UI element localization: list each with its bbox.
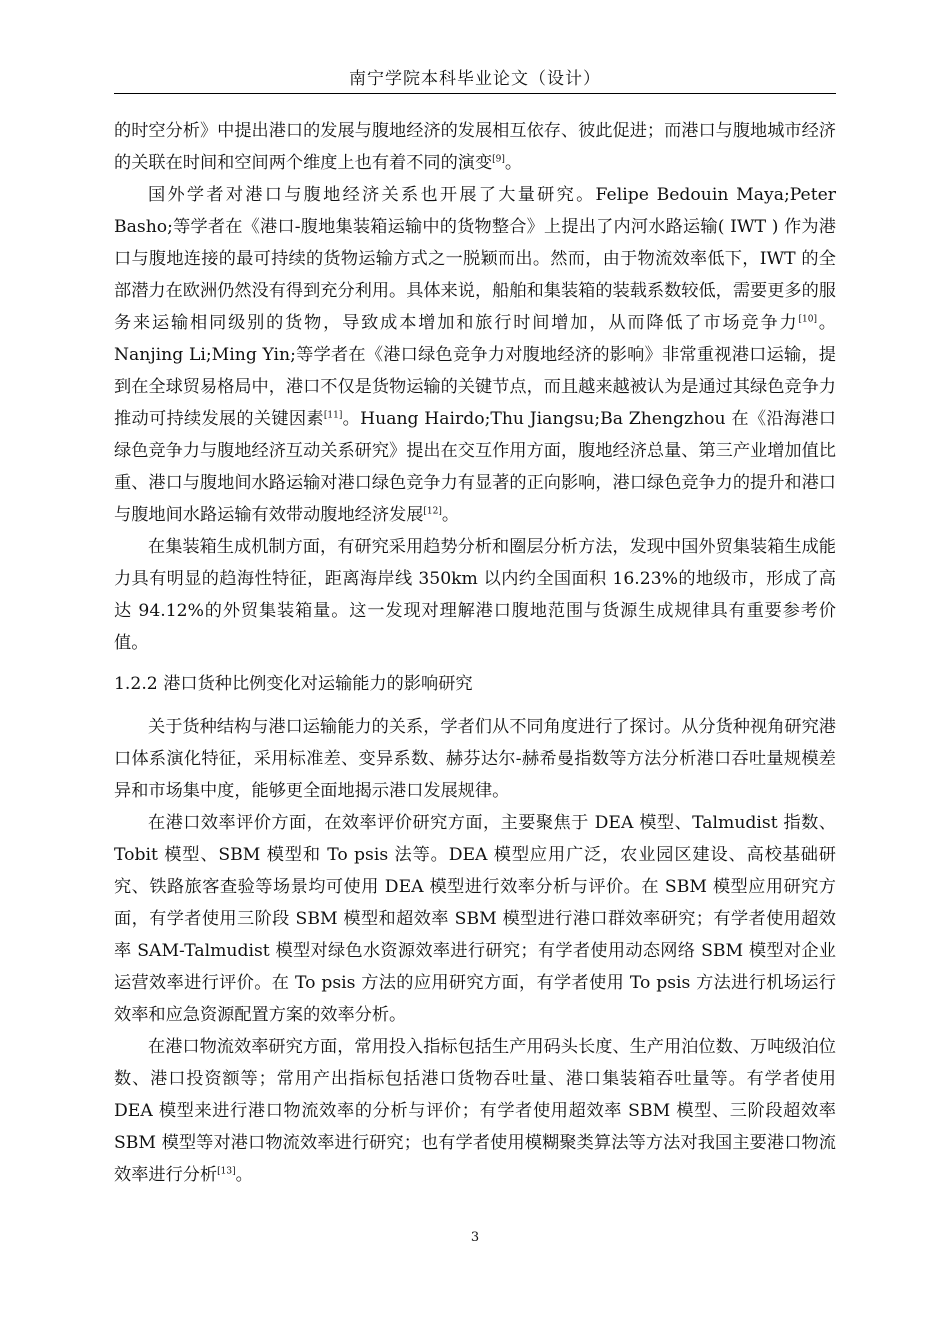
citation-9: [9] xyxy=(492,154,505,165)
paragraph-3: 在集装箱生成机制方面，有研究采用趋势分析和圈层分析方法，发现中国外贸集装箱生成能力具有明显的趋海性特征，距离海岸线 350km 以内约全国面积 16.23%的地级市，形成了高达 94.12%的外贸集装箱量。这一发现对理解港口腹地范围与货源生成规律具有重要参考价值。 xyxy=(114,537,836,653)
section-heading: 1.2.2 港口货种比例变化对运输能力的影响研究 xyxy=(114,674,473,694)
header-rule xyxy=(114,93,836,94)
page-number: 3 xyxy=(470,1230,480,1245)
citation-12: [12] xyxy=(423,506,442,517)
paragraph-2: 国外学者对港口与腹地经济关系也开展了大量研究。Felipe Bedouin Maya;Peter Basho;等学者在《港口-腹地集装箱运输中的货物整合》上提出了内河水路运输( IWT ) 作为港口与腹地连接的最可持续的货物运输方式之一脱颖而出。然而，由于物流效率低下，IWT 的全部潜力在欧洲仍然没有得到充分利用。具体来说，船舶和集装箱的装载系数较低，需要更多的服务来运输相同级别的货物，导致成本增加和旅行时间增加，从而降低了市场竞争力[10]。Nanjing Li;Ming Yin;等学者在《港口绿色竞争力对腹地经济的影响》非常重视港口运输，提到在全球贸易格局中，港口不仅是货物运输的关键节点，而且越来越被认为是通过其绿色竞争力推动可持续发展的关键因素[11]。Huang Hairdo;Thu Jiangsu;Ba Zhengzhou 在《沿海港口绿色竞争力与腹地经济互动关系研究》提出在交互作用方面，腹地经济总量、第三产业增加值比重、港口与腹地间水路运输对港口绿色竞争力有显著的正向影响，港口绿色竞争力的提升和港口与腹地间水路运输有效带动腹地经济发展[12]。 xyxy=(114,185,836,525)
paragraph-4: 关于货种结构与港口运输能力的关系，学者们从不同角度进行了探讨。从分货种视角研究港口体系演化特征，采用标准差、变异系数、赫芬达尔-赫希曼指数等方法分析港口吞吐量规模差异和市场集中度，能够更全面地揭示港口发展规律。 xyxy=(114,717,836,801)
citation-11: [11] xyxy=(323,410,343,421)
paragraph-5: 在港口效率评价方面，在效率评价研究方面，主要聚焦于 DEA 模型、Talmudist 指数、Tobit 模型、SBM 模型和 To psis 法等。DEA 模型应用广泛，农业园区建设、高校基础研究、铁路旅客查验等场景均可使用 DEA 模型进行效率分析与评价。在 SBM 模型应用研究方面，有学者使用三阶段 SBM 模型和超效率 SBM 模型进行港口群效率研究；有学者使用超效率 SAM-Talmudist 模型对绿色水资源效率进行研究；有学者使用动态网络 SBM 模型对企业运营效率进行评价。在 To psis 方法的应用研究方面，有学者使用 To psis 方法进行机场运行效率和应急资源配置方案的效率分析。 xyxy=(114,813,836,1025)
citation-10: [10] xyxy=(798,314,817,325)
citation-13: [13] xyxy=(217,1166,236,1177)
running-header: 南宁学院本科毕业论文（设计） xyxy=(349,69,601,89)
paragraph-1: 的时空分析》中提出港口的发展与腹地经济的发展相互依存、彼此促进；而港口与腹地城市经济的关联在时间和空间两个维度上也有着不同的演变[9]。 xyxy=(114,121,836,173)
paragraph-6: 在港口物流效率研究方面，常用投入指标包括生产用码头长度、生产用泊位数、万吨级泊位数、港口投资额等；常用产出指标包括港口货物吞吐量、港口集装箱吞吐量等。有学者使用 DEA 模型来进行港口物流效率的分析与评价；有学者使用超效率 SBM 模型、三阶段超效率 SBM 模型等对港口物流效率进行研究；也有学者使用模糊聚类算法等方法对我国主要港口物流效率进行分析[13]。 xyxy=(114,1037,836,1185)
body-text xyxy=(114,115,836,1191)
